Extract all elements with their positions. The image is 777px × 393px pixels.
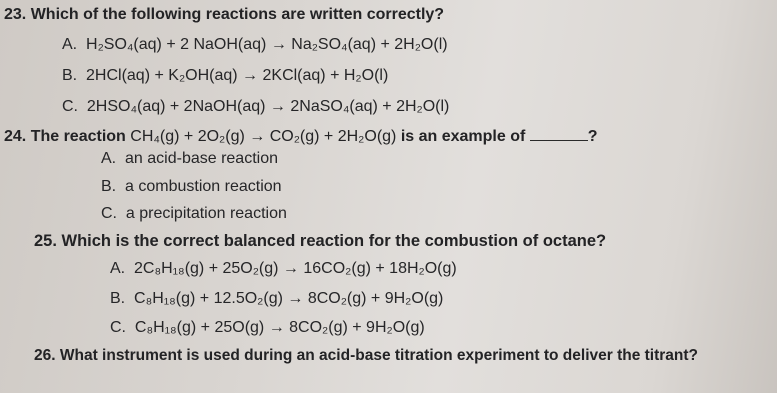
question-24-option-a <box>101 149 278 169</box>
question-25-option-a <box>110 259 457 279</box>
question-24-option-b <box>101 177 282 197</box>
option-equation: C₈H₁₈(g) + 25O(g) → 8CO₂(g) + 9H₂O(g) <box>134 319 425 336</box>
option-letter: A. <box>110 260 126 277</box>
option-equation: C₈H₁₈(g) + 12.5O₂(g) → 8CO₂(g) + 9H₂O(g) <box>134 290 444 307</box>
question-24-stem <box>4 127 598 147</box>
question-25-option-b <box>110 289 443 309</box>
question-23-option-c <box>62 97 449 117</box>
option-letter: C. <box>101 205 117 222</box>
option-letter: C. <box>110 319 126 336</box>
answer-blank <box>530 140 588 141</box>
option-equation: 2HCl(aq) + K₂OH(aq) → 2KCl(aq) + H₂O(l) <box>86 67 389 84</box>
question-23-option-b <box>62 66 388 86</box>
option-letter: B. <box>101 178 117 195</box>
stem-after: is an example of <box>400 128 526 145</box>
stem-equation: CH₄(g) + 2O₂(g) → CO₂(g) + 2H₂O(g) <box>130 128 397 145</box>
question-25-stem: 25. Which is the correct balanced reaction for the combustion of octane? <box>34 232 607 250</box>
option-letter: B. <box>62 67 78 84</box>
option-letter: A. <box>62 36 78 53</box>
stem-before: 24. The reaction <box>4 128 126 145</box>
option-text: a combustion reaction <box>125 178 282 195</box>
question-25-option-c <box>110 318 425 338</box>
option-equation: 2C₈H₁₈(g) + 25O₂(g) → 16CO₂(g) + 18H₂O(g) <box>134 260 457 277</box>
question-26-stem: 26. What instrument is used during an acid-base titration experiment to deliver the titrant? <box>34 347 699 364</box>
option-equation: 2HSO₄(aq) + 2NaOH(aq) → 2NaSO₄(aq) + 2H₂O(l) <box>86 98 450 115</box>
question-23-stem: 23. Which of the following reactions are written correctly? <box>4 6 445 23</box>
option-letter: A. <box>101 150 117 167</box>
option-letter: B. <box>110 290 126 307</box>
stem-question-mark: ? <box>587 128 598 145</box>
question-23-option-a <box>62 35 448 55</box>
option-text: an acid-base reaction <box>125 150 278 167</box>
option-text: a precipitation reaction <box>125 205 287 222</box>
option-equation: H₂SO₄(aq) + 2 NaOH(aq) → Na₂SO₄(aq) + 2H₂O(l) <box>86 36 448 53</box>
question-24-option-c <box>101 204 287 224</box>
option-letter: C. <box>62 98 78 115</box>
